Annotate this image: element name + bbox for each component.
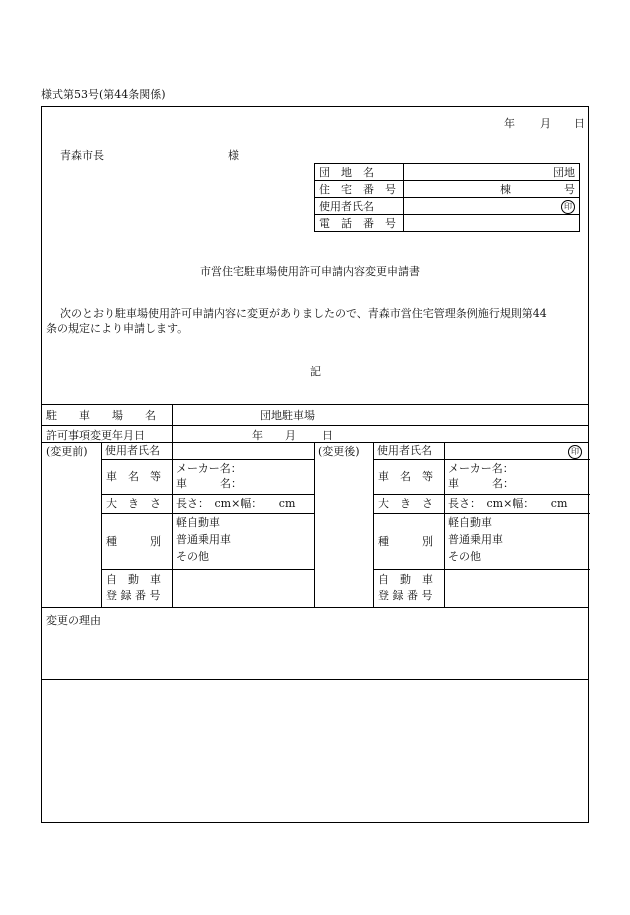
value-housing-number[interactable] bbox=[404, 181, 580, 198]
after-type-2[interactable]: 普通乗用車 bbox=[448, 533, 503, 546]
before-size-value[interactable]: 長さ： cm×幅： cm bbox=[176, 497, 296, 510]
date-month: 月 bbox=[540, 117, 551, 130]
document-title: 市営住宅駐車場使用許可申請内容変更申請書 bbox=[200, 265, 420, 278]
after-car-name-label: 車 名 等 bbox=[378, 470, 433, 483]
body-text-2: 条の規定により申請します。 bbox=[46, 322, 189, 335]
after-seal bbox=[568, 444, 582, 459]
body-text-1: 次のとおり駐車場使用許可申請内容に変更がありましたので、青森市営住宅管理条例施行規則第44 bbox=[60, 307, 547, 320]
before-maker[interactable]: メーカー名： bbox=[176, 462, 242, 475]
label-danchi: 団 地 名 bbox=[315, 164, 404, 181]
after-car[interactable]: 車 名： bbox=[448, 477, 514, 490]
addressee-mayor: 青森市長 bbox=[60, 149, 104, 162]
date-day: 日 bbox=[574, 117, 585, 130]
form-frame bbox=[41, 106, 589, 823]
after-type-3[interactable]: その他 bbox=[448, 550, 481, 563]
before-size-label: 大 き さ bbox=[106, 497, 161, 510]
after-maker[interactable]: メーカー名： bbox=[448, 462, 514, 475]
change-date-day: 日 bbox=[322, 429, 333, 442]
after-user-name-label: 使用者氏名 bbox=[377, 444, 432, 457]
before-car[interactable]: 車 名： bbox=[176, 477, 242, 490]
before-reg-1: 自 動 車 bbox=[106, 573, 161, 586]
after-type-label: 種 別 bbox=[378, 535, 433, 548]
seal-icon: 印 bbox=[568, 445, 582, 459]
applicant-table bbox=[314, 163, 580, 232]
label-housing-number: 住 宅 番 号 bbox=[315, 181, 404, 198]
after-reg-1: 自 動 車 bbox=[378, 573, 433, 586]
before-reg-2: 登 録 番 号 bbox=[106, 589, 161, 602]
before-type-2[interactable]: 普通乗用車 bbox=[176, 533, 231, 546]
label-phone: 電 話 番 号 bbox=[315, 215, 404, 232]
change-date-label: 許可事項変更年月日 bbox=[46, 429, 145, 442]
addressee-honorific: 様 bbox=[228, 149, 239, 162]
label-user-name: 使用者氏名 bbox=[315, 198, 404, 215]
after-label: (変更後) bbox=[318, 445, 360, 458]
value-danchi[interactable]: 団地 bbox=[404, 164, 580, 181]
housing-building: 棟 bbox=[500, 183, 511, 196]
seal-icon: 印 bbox=[561, 200, 575, 214]
value-phone[interactable] bbox=[404, 215, 580, 232]
change-date-month: 月 bbox=[285, 429, 296, 442]
date-year: 年 bbox=[504, 117, 515, 130]
change-date-year: 年 bbox=[252, 429, 263, 442]
housing-number-unit: 号 bbox=[564, 183, 575, 196]
after-reg-2: 登 録 番 号 bbox=[378, 589, 433, 602]
after-type-1[interactable]: 軽自動車 bbox=[448, 516, 492, 529]
value-user-name[interactable] bbox=[404, 198, 580, 215]
ki-mark: 記 bbox=[310, 365, 321, 378]
parking-value[interactable]: 団地駐車場 bbox=[260, 409, 315, 422]
after-size-value[interactable]: 長さ： cm×幅： cm bbox=[448, 497, 568, 510]
before-type-3[interactable]: その他 bbox=[176, 550, 209, 563]
before-car-name-label: 車 名 等 bbox=[106, 470, 161, 483]
before-type-1[interactable]: 軽自動車 bbox=[176, 516, 220, 529]
before-label: (変更前) bbox=[46, 445, 88, 458]
parking-label: 駐 車 場 名 bbox=[46, 409, 156, 422]
form-number: 様式第53号(第44条関係) bbox=[41, 88, 166, 101]
before-user-name-label: 使用者氏名 bbox=[105, 444, 160, 457]
after-size-label: 大 き さ bbox=[378, 497, 433, 510]
before-type-label: 種 別 bbox=[106, 535, 161, 548]
reason-label: 変更の理由 bbox=[46, 614, 101, 627]
